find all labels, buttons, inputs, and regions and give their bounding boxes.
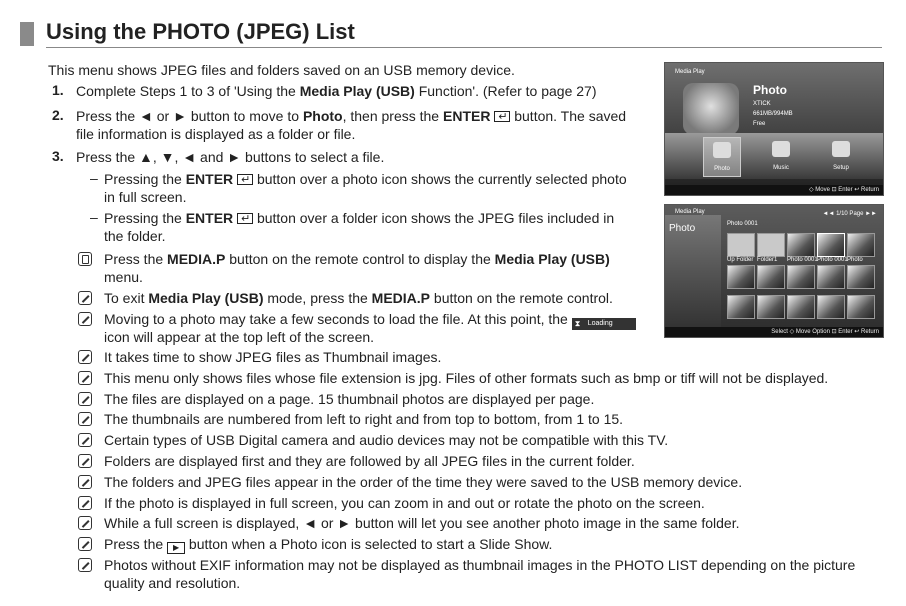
note-4: The thumbnails are numbered from left to right and from top to bottom, from 1 to 15. (104, 411, 624, 427)
step-3-text: Press the ▲, ▼, ◄ and ► buttons to select a file. (76, 149, 385, 165)
dash-2: – (90, 209, 98, 225)
note-8: If the photo is displayed in full screen, you can zoom in and out or rotate the photo on the screen. (104, 495, 705, 511)
sub-item-2-line2: the folder. (104, 228, 166, 244)
gear-icon (832, 141, 850, 157)
sub-item-2: Pressing the ENTER ↵ button over a folder icon shows the JPEG files included in (104, 209, 614, 227)
step-2-text: Press the ◄ or ► button to move to Photo, then press the ENTER ↵ button. The saved (76, 107, 626, 125)
thumb-label-4: Photo 0001 (817, 257, 848, 263)
thumbnail-photo[interactable] (787, 265, 815, 289)
thumbnail-photo[interactable] (817, 265, 845, 289)
thumbnail-photo[interactable] (757, 295, 785, 319)
enter-icon (494, 111, 510, 122)
thumbnail-photo[interactable] (847, 265, 875, 289)
loading-note-line2: icon will appear at the top left of the screen. (104, 329, 375, 345)
note-icon (78, 291, 92, 305)
screen1-nav: ◇ Move ⊡ Enter ↩ Return (665, 185, 883, 195)
note-icon (78, 537, 92, 551)
headphones-icon (772, 141, 790, 157)
step-1-text: Complete Steps 1 to 3 of 'Using the Media Play (USB) Function'. (Refer to page 27) (76, 83, 597, 99)
note-icon (78, 558, 92, 572)
menu-item-music[interactable]: Music (763, 137, 799, 175)
note-1: It takes time to show JPEG files as Thumbnail images. (104, 349, 442, 365)
remote-note: Press the MEDIA.P button on the remote control to display the Media Play (USB) (104, 251, 610, 267)
note-icon (78, 312, 92, 326)
folder-path: Photo 0001 (727, 221, 758, 227)
thumb-label-1: Up Folder (727, 257, 754, 263)
screen1-header: Media Play (675, 69, 705, 75)
note-icon (78, 516, 92, 530)
panel-title: Photo (669, 223, 696, 234)
screen1-info-1: XTICK (753, 101, 771, 107)
note-icon (78, 350, 92, 364)
thumbnail-photo[interactable] (817, 295, 845, 319)
last-note-line2: quality and resolution. (104, 575, 241, 591)
thumbnail-photo[interactable] (787, 295, 815, 319)
dash-1: – (90, 170, 98, 186)
last-note: Photos without EXIF information may not be displayed as thumbnail images in the PHOTO LIST depending on the picture (104, 557, 856, 573)
note-icon (78, 371, 92, 385)
slideshow-note: Press the ▶ button when a Photo icon is selected to start a Slide Show. (104, 536, 553, 552)
remote-note-line2: menu. (104, 269, 143, 285)
sub-item-1: Pressing the ENTER ↵ button over a photo icon shows the currently selected photo (104, 170, 627, 188)
note-9: While a full screen is displayed, ◄ or ► button will let you see another photo image in the same folder. (104, 515, 740, 531)
note-icon (78, 454, 92, 468)
screen1-info-2: 661MB/994MB (753, 111, 793, 117)
thumbnail-folder[interactable] (757, 233, 785, 257)
thumbnail-photo[interactable] (787, 233, 815, 257)
screen2-nav: Select ◇ Move Option ⊡ Enter ↩ Return (665, 327, 883, 337)
title-marker (20, 22, 34, 46)
screen2-header: Media Play (675, 209, 705, 215)
thumbnail-photo[interactable] (727, 265, 755, 289)
menu-item-setup[interactable]: Setup (823, 137, 859, 175)
menu-item-photo[interactable]: Photo (703, 137, 741, 177)
note-icon (78, 412, 92, 426)
remote-icon (78, 252, 92, 266)
screen2-left-panel (665, 215, 721, 327)
section-header (20, 20, 882, 48)
exit-note: To exit Media Play (USB) mode, press the MEDIA.P button on the remote control. (104, 290, 613, 306)
sub-item-1-line2: in full screen. (104, 189, 187, 205)
screen1-title: Photo (753, 83, 787, 97)
thumbnail-photo[interactable] (727, 295, 755, 319)
photo-list-screenshot (664, 204, 884, 338)
intro-text: This menu shows JPEG files and folders saved on an USB memory device. (48, 62, 515, 78)
thumbnail-photo-selected[interactable] (817, 233, 845, 257)
thumb-label-2: Folder1 (757, 257, 778, 263)
loading-icon: ⧗ Loading (572, 318, 636, 330)
play-icon: ▶ (167, 542, 185, 554)
note-6: Folders are displayed first and they are followed by all JPEG files in the current folder. (104, 453, 635, 469)
note-icon (78, 392, 92, 406)
photo-icon (713, 142, 731, 158)
thumbnail-photo[interactable] (757, 265, 785, 289)
title-underline (46, 47, 882, 48)
enter-icon (237, 174, 253, 185)
loading-note: Moving to a photo may take a few seconds to load the file. At this point, the ⧗ Loading (104, 310, 636, 330)
note-5: Certain types of USB Digital camera and audio devices may not be compatible with this TV. (104, 432, 669, 448)
enter-icon (237, 213, 253, 224)
note-icon (78, 496, 92, 510)
thumbnail-photo[interactable] (847, 295, 875, 319)
screen1-info-3: Free (753, 121, 766, 127)
note-icon (78, 433, 92, 447)
thumb-label-5: Photo (847, 257, 863, 263)
step-2-number: 2. (52, 107, 64, 123)
step-1-number: 1. (52, 82, 64, 98)
note-icon (78, 475, 92, 489)
camera-image (683, 83, 739, 135)
note-3: The files are displayed on a page. 15 thumbnail photos are displayed per page. (104, 391, 595, 407)
page-indicator: ◄◄ 1/10 Page ►► (822, 211, 877, 217)
note-7: The folders and JPEG files appear in the order of the time they were saved to the USB memory device. (104, 474, 743, 490)
step-2-text-line2: file information is displayed as a folder or file. (76, 126, 356, 142)
thumbnail-up-folder[interactable] (727, 233, 755, 257)
thumb-label-3: Photo 0001 (787, 257, 818, 263)
media-play-screenshot (664, 62, 884, 196)
step-3-number: 3. (52, 148, 64, 164)
thumbnail-photo[interactable] (847, 233, 875, 257)
page-title: Using the PHOTO (JPEG) List (46, 19, 355, 44)
note-2: This menu only shows files whose file extension is jpg. Files of other formats such as bmp or tiff will not be displayed. (104, 370, 829, 386)
